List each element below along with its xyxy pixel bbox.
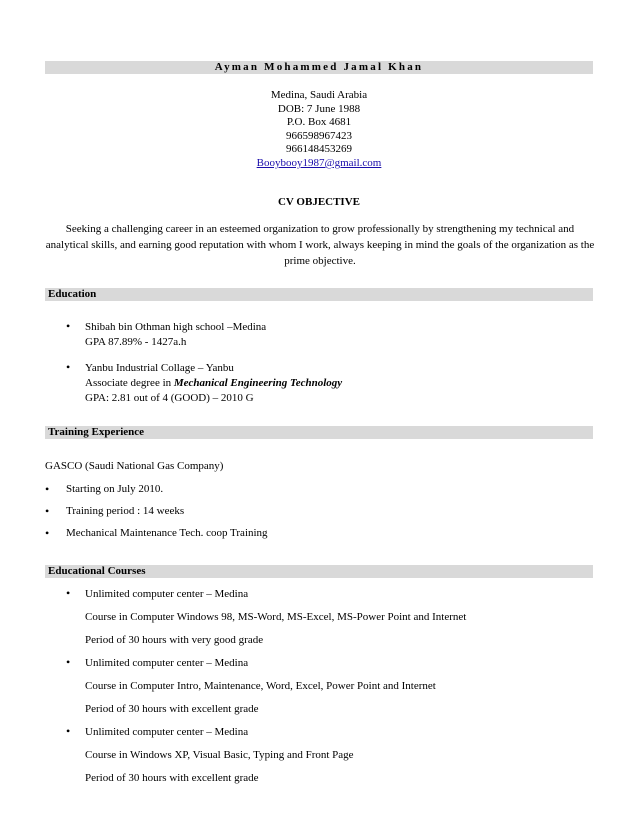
training-item-1: Starting on July 2010. <box>66 483 164 495</box>
course-3-center: Unlimited computer center – Medina <box>85 726 249 738</box>
training-item-2: Training period : 14 weeks <box>66 505 185 517</box>
course-3-period: Period of 30 hours with excellent grade <box>85 772 259 784</box>
contact-phone-1: 966598967423 <box>286 129 352 142</box>
degree-major: Mechanical Engineering Technology <box>173 377 343 389</box>
course-1-center: Unlimited computer center – Medina <box>85 588 249 600</box>
candidate-name: Ayman Mohammed Jamal Khan <box>45 61 593 74</box>
contact-city: Medina, Saudi Arabia <box>270 89 368 101</box>
training-item-3: Mechanical Maintenance Tech. coop Training <box>66 527 268 539</box>
course-bullet-2: • <box>66 655 71 669</box>
education-bullet-2: • <box>66 360 71 374</box>
objective-title: CV OBJECTIVE <box>277 196 360 208</box>
course-1-description: Course in Computer Windows 98, MS-Word, MS-Excel, MS-Power Point and Internet <box>85 611 467 623</box>
contact-email-link[interactable]: Booybooy1987@gmail.com <box>256 156 382 169</box>
contact-po-box: P.O. Box 4681 <box>286 116 352 129</box>
training-bullet-1: • <box>45 482 50 496</box>
education-bullet-1: • <box>66 319 71 333</box>
course-1-period: Period of 30 hours with very good grade <box>85 634 264 646</box>
contact-dob: DOB: 7 June 1988 <box>277 102 361 115</box>
training-bullet-3: • <box>45 526 50 540</box>
course-2-center: Unlimited computer center – Medina <box>85 657 249 669</box>
training-company: GASCO (Saudi National Gas Company) <box>45 460 224 472</box>
education-header: Education <box>45 288 593 301</box>
objective-text: Seeking a challenging career in an esteemed organization to grow professionally by strengthening my technical and analytical skills, and earning good reputation with whom I work, always keeping in mind the goals of the organization as the prime objective. <box>45 223 595 268</box>
education-item-1-line-1: Shibah bin Othman high school –Medina <box>85 321 267 333</box>
training-bullet-2: • <box>45 504 50 518</box>
education-item-1-line-2: GPA 87.89% - 1427a.h <box>85 336 187 348</box>
course-2-description: Course in Computer Intro, Maintenance, Word, Excel, Power Point and Internet <box>85 680 436 692</box>
education-item-2-line-2 <box>85 376 342 391</box>
degree-prefix: Associate degree in <box>85 377 174 389</box>
education-item-2-line-3: GPA: 2.81 out of 4 (GOOD) – 2010 G <box>85 392 254 404</box>
contact-phone-2: 966148453269 <box>286 143 352 156</box>
course-bullet-3: • <box>66 724 71 738</box>
training-header: Training Experience <box>45 426 593 439</box>
course-bullet-1: • <box>66 586 71 600</box>
education-item-2-line-1: Yanbu Industrial Collage – Yanbu <box>85 362 234 374</box>
contact-block <box>0 89 638 171</box>
course-3-description: Course in Windows XP, Visual Basic, Typing and Front Page <box>85 749 354 761</box>
courses-header: Educational Courses <box>45 565 593 578</box>
course-2-period: Period of 30 hours with excellent grade <box>85 703 259 715</box>
